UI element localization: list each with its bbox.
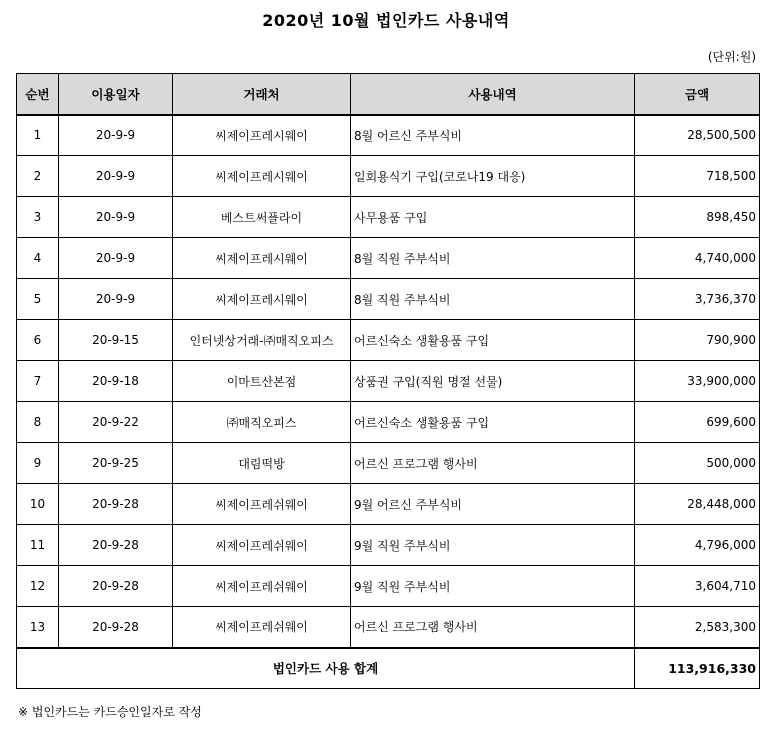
cell-no: 1 xyxy=(17,115,59,156)
col-header-vendor: 거래처 xyxy=(173,74,351,115)
cell-vendor: 씨제이프레시웨이 xyxy=(173,156,351,197)
cell-date: 20-9-28 xyxy=(59,607,173,648)
cell-date: 20-9-9 xyxy=(59,197,173,238)
cell-no: 13 xyxy=(17,607,59,648)
cell-amount: 3,604,710 xyxy=(635,566,760,607)
cell-description: 어르신 프로그램 행사비 xyxy=(351,443,635,484)
cell-amount: 500,000 xyxy=(635,443,760,484)
cell-description: 8월 직원 주부식비 xyxy=(351,279,635,320)
cell-description: 상품권 구입(직원 명절 선물) xyxy=(351,361,635,402)
cell-vendor: 이마트산본점 xyxy=(173,361,351,402)
cell-amount: 790,900 xyxy=(635,320,760,361)
cell-date: 20-9-25 xyxy=(59,443,173,484)
cell-date: 20-9-9 xyxy=(59,156,173,197)
cell-amount: 2,583,300 xyxy=(635,607,760,648)
table-row xyxy=(17,361,760,402)
cell-date: 20-9-18 xyxy=(59,361,173,402)
cell-date: 20-9-28 xyxy=(59,525,173,566)
table-row xyxy=(17,443,760,484)
cell-amount: 3,736,370 xyxy=(635,279,760,320)
cell-vendor: 씨제이프레쉬웨이 xyxy=(173,607,351,648)
cell-description: 8월 직원 주부식비 xyxy=(351,238,635,279)
cell-no: 4 xyxy=(17,238,59,279)
cell-amount: 28,500,500 xyxy=(635,115,760,156)
cell-vendor: 씨제이프레시웨이 xyxy=(173,279,351,320)
cell-date: 20-9-28 xyxy=(59,484,173,525)
table-row xyxy=(17,279,760,320)
table-row xyxy=(17,566,760,607)
cell-vendor: 씨제이프레시웨이 xyxy=(173,115,351,156)
cell-no: 2 xyxy=(17,156,59,197)
cell-description: 9월 어르신 주부식비 xyxy=(351,484,635,525)
cell-description: 일회용식기 구입(코로나19 대응) xyxy=(351,156,635,197)
total-amount: 113,916,330 xyxy=(635,648,760,689)
table-row xyxy=(17,115,760,156)
cell-vendor: 대림떡방 xyxy=(173,443,351,484)
cell-amount: 898,450 xyxy=(635,197,760,238)
cell-amount: 699,600 xyxy=(635,402,760,443)
cell-description: 어르신 프로그램 행사비 xyxy=(351,607,635,648)
table-row xyxy=(17,156,760,197)
table-header-row xyxy=(17,74,760,115)
cell-amount: 718,500 xyxy=(635,156,760,197)
cell-amount: 4,740,000 xyxy=(635,238,760,279)
col-header-amount: 금액 xyxy=(635,74,760,115)
cell-description: 8월 어르신 주부식비 xyxy=(351,115,635,156)
cell-date: 20-9-9 xyxy=(59,238,173,279)
table-row xyxy=(17,607,760,648)
table-row xyxy=(17,197,760,238)
cell-vendor: 씨제이프레쉬웨이 xyxy=(173,525,351,566)
cell-no: 11 xyxy=(17,525,59,566)
cell-vendor: 씨제이프레시웨이 xyxy=(173,238,351,279)
cell-vendor: ㈜매직오피스 xyxy=(173,402,351,443)
footnote: ※ 법인카드는 카드승인일자로 작성 xyxy=(18,705,202,719)
cell-description: 9월 직원 주부식비 xyxy=(351,525,635,566)
col-header-no: 순번 xyxy=(17,74,59,115)
cell-vendor: 씨제이프레쉬웨이 xyxy=(173,566,351,607)
col-header-date: 이용일자 xyxy=(59,74,173,115)
table-row xyxy=(17,402,760,443)
cell-vendor: 씨제이프레쉬웨이 xyxy=(173,484,351,525)
table-row xyxy=(17,484,760,525)
table-row xyxy=(17,525,760,566)
total-label: 법인카드 사용 합계 xyxy=(17,648,635,689)
cell-date: 20-9-9 xyxy=(59,279,173,320)
cell-date: 20-9-22 xyxy=(59,402,173,443)
cell-vendor: 인터넷상거래-㈜매직오피스 xyxy=(173,320,351,361)
cell-date: 20-9-9 xyxy=(59,115,173,156)
cell-vendor: 베스트써플라이 xyxy=(173,197,351,238)
cell-date: 20-9-15 xyxy=(59,320,173,361)
cell-no: 8 xyxy=(17,402,59,443)
table-row xyxy=(17,238,760,279)
cell-description: 어르신숙소 생활용품 구입 xyxy=(351,320,635,361)
total-row xyxy=(17,648,760,689)
page-title: 2020년 10월 법인카드 사용내역 xyxy=(262,11,510,30)
cell-description: 사무용품 구입 xyxy=(351,197,635,238)
cell-amount: 4,796,000 xyxy=(635,525,760,566)
cell-no: 5 xyxy=(17,279,59,320)
cell-description: 9월 직원 주부식비 xyxy=(351,566,635,607)
cell-no: 6 xyxy=(17,320,59,361)
unit-label: (단위:원) xyxy=(707,50,756,64)
card-usage-table xyxy=(16,73,760,689)
table-row xyxy=(17,320,760,361)
cell-amount: 33,900,000 xyxy=(635,361,760,402)
cell-date: 20-9-28 xyxy=(59,566,173,607)
cell-no: 9 xyxy=(17,443,59,484)
cell-no: 3 xyxy=(17,197,59,238)
cell-no: 7 xyxy=(17,361,59,402)
cell-no: 12 xyxy=(17,566,59,607)
col-header-description: 사용내역 xyxy=(351,74,635,115)
cell-description: 어르신숙소 생활용품 구입 xyxy=(351,402,635,443)
cell-no: 10 xyxy=(17,484,59,525)
cell-amount: 28,448,000 xyxy=(635,484,760,525)
